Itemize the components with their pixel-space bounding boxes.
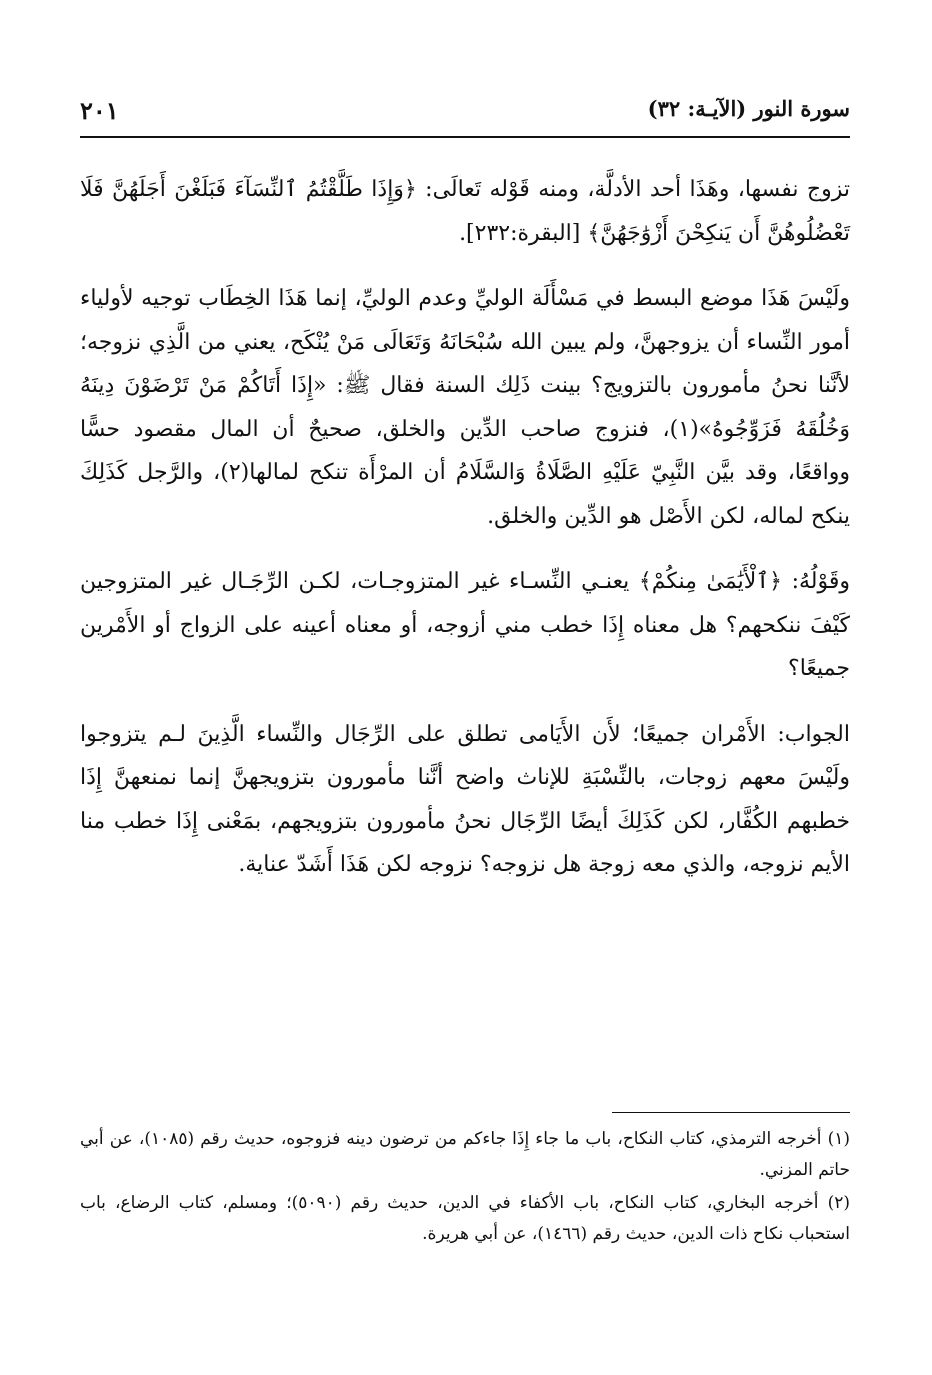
paragraph-3: وقَوْلُهُ: ﴿ٱلْأَيَٰمَىٰ مِنكُمْ﴾ يعنـي النِّسـاء غير المتزوجـات، لكـن الرِّجَـال غير المتزوجين كَيْفَ ننكحهم؟ هل معناه إِذَا خطب مني أزوجه، أو معناه أعينه على الزواج أو الأَمْرين جميعًا؟ (80, 569, 850, 681)
paragraph-4: الجواب: الأَمْران جميعًا؛ لأَن الأَيَامى تطلق على الرِّجَال والنِّساء الَّذِينَ لـم يتزوجوا ولَيْسَ معهم زوجات، بالنِّسْبَةِ للإناث واضح أنَّنا مأمورون بتزويجهنَّ إنما نمنعهنَّ إِذَا خطبهم الكُفَّار، لكن كَذَلِكَ أيضًا الرِّجَال نحنُ مأمورون بتزويجهم، بمَعْنى إِذَا خطب منا الأيم نزوجه، والذي معه زوجة هل نزوجه؟ نزوجه لكن هَذَا أَشَدّ عناية. (80, 721, 850, 877)
main-text (80, 168, 850, 909)
page-number: ٢٠١ (80, 96, 119, 125)
paragraph-1: تزوج نفسها، وهَذَا أحد الأدلَّة، ومنه قَوْله تَعالَى: ﴿وَإِذَا طَلَّقْتُمُ ٱلنِّسَآءَ فَبَلَغْنَ أَجَلَهُنَّ فَلَا تَعْضُلُوهُنَّ أَن يَنكِحْنَ أَزْوَٰجَهُنَّ﴾ [البقرة:٢٣٢]. (80, 177, 850, 246)
footnotes (80, 1124, 850, 1252)
header-divider (80, 136, 850, 138)
running-header-title: سورة النور (الآيـة: ٣٢) (647, 96, 850, 121)
footnote-2: (٢) أخرجه البخاري، كتاب النكاح، باب الأكفاء في الدين، حديث رقم (٥٠٩٠)؛ ومسلم، كتاب الرضاع، باب استحباب نكاح ذات الدين، حديث رقم (١٤٦٦)، عن أبي هريرة. (80, 1193, 850, 1244)
paragraph-2: ولَيْسَ هَذَا موضع البسط في مَسْأَلَة الوليِّ وعدم الوليِّ، إنما هَذَا الخِطَاب توجيه لأولياء أمور النِّساء أن يزوجهنَّ، ولم يبين الله سُبْحَانَهُ وَتَعَالَى مَنْ يُنْكَح، يعني من الَّذِي نزوجه؛ لأنَّنا نحنُ مأمورون بالتزويج؟ بينت ذَلِك السنة فقال ﷺ: «إِذَا أَتَاكُمْ مَنْ تَرْضَوْنَ دِينَهُ وَخُلُقَهُ فَزَوِّجُوهُ»(١)، فنزوج صاحب الدِّين والخلق، صحيحٌ أن المال مقصود حسًّا وواقعًا، وقد بيَّن النَّبِيّ عَلَيْهِ الصَّلَاةُ وَالسَّلَامُ أن المرْأَة تنكح لمالها(٢)، والرَّجل كَذَلِكَ ينكح لماله، لكن الأَصْل هو الدِّين والخلق. (80, 286, 850, 529)
footnote-1: (١) أخرجه الترمذي، كتاب النكاح، باب ما جاء إِذَا جاءكم من ترضون دينه فزوجوه، حديث رقم (١٠٨٥)، عن أبي حاتم المزني. (80, 1129, 850, 1180)
footnote-divider (612, 1112, 850, 1113)
page-header (80, 92, 850, 132)
